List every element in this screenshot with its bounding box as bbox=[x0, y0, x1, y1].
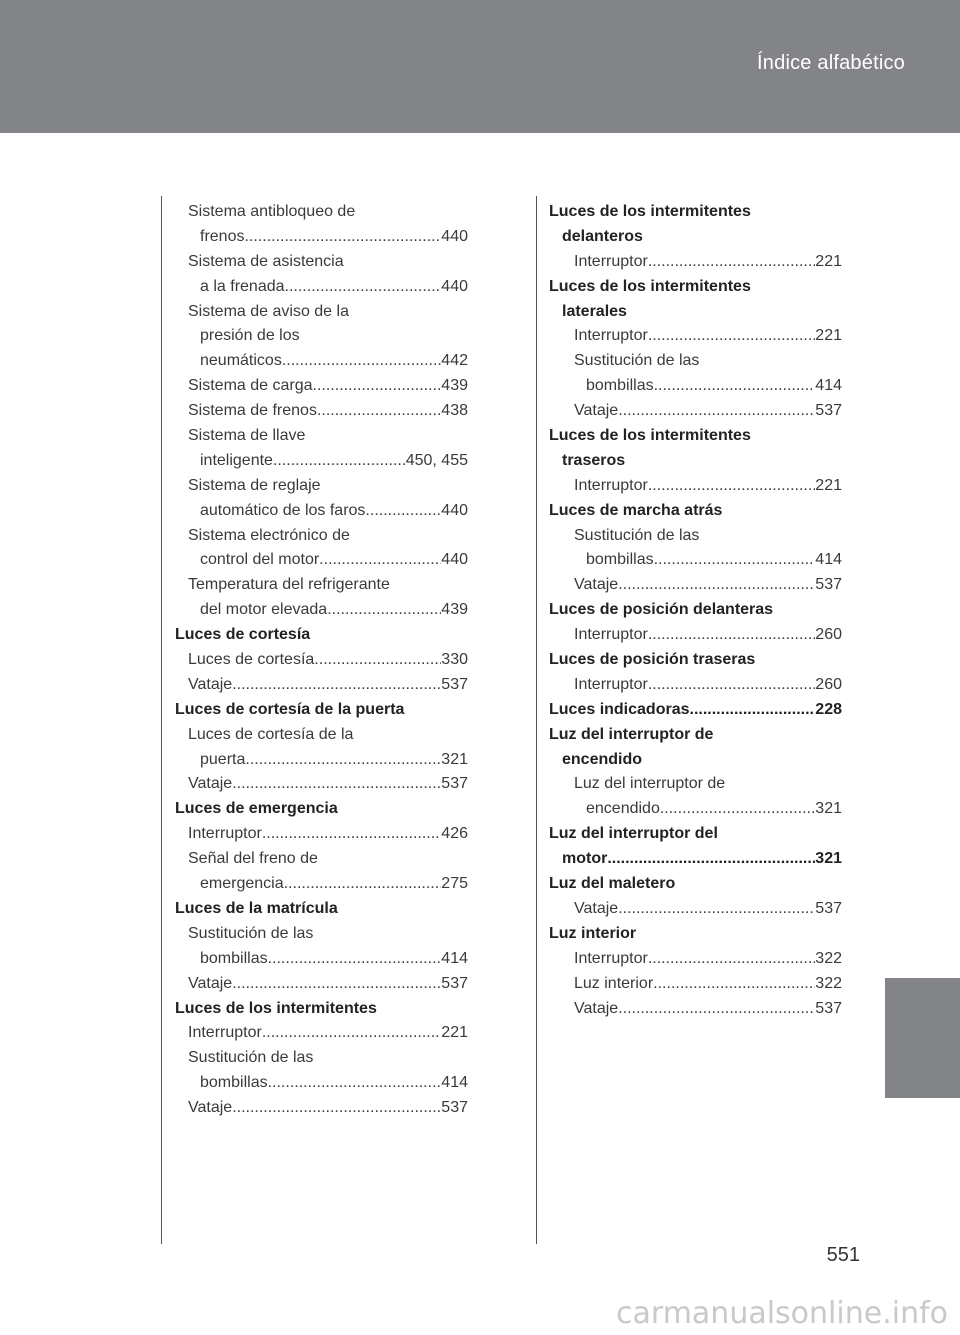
dot-leader bbox=[653, 972, 815, 997]
page-number: 551 bbox=[826, 1244, 860, 1266]
index-entry: Luces de cortesía de la bbox=[188, 725, 354, 743]
entry-text: neumáticos bbox=[200, 352, 282, 370]
dot-leader bbox=[690, 698, 816, 723]
entry-text: emergencia bbox=[200, 875, 284, 893]
entry-text: bombillas bbox=[200, 1074, 268, 1092]
entry-text: del motor elevada bbox=[200, 601, 328, 619]
index-entry bbox=[175, 872, 468, 897]
index-entry: Sistema electrónico de bbox=[188, 526, 350, 544]
column-divider-right bbox=[536, 196, 537, 1244]
watermark: carmanualsonline.info bbox=[616, 1296, 948, 1331]
index-entry bbox=[175, 225, 468, 250]
page-reference: 321 bbox=[441, 750, 468, 768]
entry-text: Vataje bbox=[188, 1099, 233, 1117]
index-entry bbox=[549, 548, 842, 573]
index-entry bbox=[549, 897, 842, 922]
index-entry bbox=[175, 947, 468, 972]
dot-leader bbox=[262, 1021, 441, 1046]
index-heading: traseros bbox=[562, 451, 626, 469]
entry-text: inteligente bbox=[200, 451, 273, 469]
page-reference: 440 bbox=[441, 551, 468, 569]
page-header bbox=[0, 0, 960, 133]
dot-leader bbox=[648, 623, 815, 648]
page-reference: 442 bbox=[441, 352, 468, 370]
index-heading: Luces de cortesía bbox=[175, 626, 311, 644]
index-entry bbox=[549, 324, 842, 349]
entry-text: Interruptor bbox=[574, 675, 648, 693]
page-reference: 439 bbox=[441, 601, 468, 619]
index-entry bbox=[549, 972, 842, 997]
entry-text: Vataje bbox=[188, 974, 233, 992]
page-reference: 537 bbox=[815, 576, 842, 594]
index-entry bbox=[175, 748, 468, 773]
index-entry bbox=[549, 573, 842, 598]
index-entry bbox=[175, 1071, 468, 1096]
index-entry bbox=[175, 822, 468, 847]
index-entry: Sistema de reglaje bbox=[188, 476, 321, 494]
dot-leader bbox=[618, 997, 815, 1022]
page-reference: 440 bbox=[441, 227, 468, 245]
index-heading: Luces de la matrícula bbox=[175, 899, 338, 917]
page-reference: 260 bbox=[815, 675, 842, 693]
index-entry: Sustitución de las bbox=[574, 526, 700, 544]
page-reference: 221 bbox=[815, 476, 842, 494]
index-heading: Luces de emergencia bbox=[175, 800, 338, 818]
entry-text: frenos bbox=[200, 227, 245, 245]
dot-leader bbox=[268, 1071, 442, 1096]
page-reference: 322 bbox=[815, 949, 842, 967]
entry-text: Sistema de carga bbox=[188, 377, 313, 395]
dot-leader bbox=[262, 822, 441, 847]
entry-text: a la frenada bbox=[200, 277, 285, 295]
page-reference: 221 bbox=[441, 1024, 468, 1042]
index-heading: Luz del interruptor de bbox=[549, 725, 714, 743]
index-entry: Sistema antibloqueo de bbox=[188, 203, 356, 220]
index-entry bbox=[549, 673, 842, 698]
dot-leader bbox=[648, 474, 815, 499]
index-column-right bbox=[549, 200, 842, 1021]
page-reference: 440 bbox=[441, 277, 468, 295]
index-entry: Señal del freno de bbox=[188, 850, 318, 868]
dot-leader bbox=[273, 449, 406, 474]
index-entry: Sistema de asistencia bbox=[188, 252, 344, 270]
page-reference: 275 bbox=[441, 875, 468, 893]
dot-leader bbox=[648, 947, 815, 972]
index-heading: Luces de posición traseras bbox=[549, 651, 756, 669]
page-reference: 537 bbox=[441, 974, 468, 992]
index-heading: Luz interior bbox=[549, 924, 637, 942]
index-heading: Luces de posición delanteras bbox=[549, 601, 774, 619]
entry-text: automático de los faros bbox=[200, 501, 366, 519]
entry-text: Interruptor bbox=[574, 626, 648, 644]
page-reference: 537 bbox=[815, 899, 842, 917]
page-reference: 450, 455 bbox=[405, 451, 468, 469]
index-entry: Sistema de aviso de la bbox=[188, 302, 349, 320]
index-entry bbox=[175, 673, 468, 698]
dot-leader bbox=[648, 324, 815, 349]
entry-text: Interruptor bbox=[188, 1024, 262, 1042]
entry-text: Interruptor bbox=[188, 825, 262, 843]
entry-text: Sistema de frenos bbox=[188, 402, 317, 420]
dot-leader bbox=[660, 797, 815, 822]
entry-text: bombillas bbox=[586, 551, 654, 569]
page-reference: 221 bbox=[815, 252, 842, 270]
index-heading: Luz del interruptor del bbox=[549, 825, 718, 843]
dot-leader bbox=[282, 349, 441, 374]
index-entry bbox=[175, 399, 468, 424]
page-reference: 221 bbox=[815, 327, 842, 345]
page-reference: 537 bbox=[441, 675, 468, 693]
index-entry: Sustitución de las bbox=[188, 924, 314, 942]
page-reference: 414 bbox=[441, 1074, 468, 1092]
entry-text: Luces de cortesía bbox=[188, 651, 315, 669]
index-entry bbox=[175, 374, 468, 399]
dot-leader bbox=[618, 573, 815, 598]
index-entry bbox=[175, 648, 468, 673]
entry-text: Luz interior bbox=[574, 974, 654, 992]
index-heading: Luces de marcha atrás bbox=[549, 501, 723, 519]
page-reference: 439 bbox=[441, 377, 468, 395]
page-reference: 228 bbox=[815, 700, 842, 718]
dot-leader bbox=[327, 598, 441, 623]
index-entry bbox=[175, 1021, 468, 1046]
dot-leader bbox=[245, 748, 441, 773]
dot-leader bbox=[319, 548, 441, 573]
index-entry bbox=[549, 997, 842, 1022]
dot-leader bbox=[618, 897, 815, 922]
dot-leader bbox=[314, 648, 441, 673]
index-entry: presión de los bbox=[200, 327, 300, 345]
index-entry bbox=[549, 797, 842, 822]
index-column-left bbox=[175, 200, 468, 1121]
index-heading: delanteros bbox=[562, 227, 643, 245]
entry-text: bombillas bbox=[200, 949, 268, 967]
index-entry bbox=[549, 399, 842, 424]
index-entry bbox=[175, 772, 468, 797]
entry-text: Vataje bbox=[574, 402, 619, 420]
page-reference: 260 bbox=[815, 626, 842, 644]
entry-text: motor bbox=[562, 850, 608, 868]
entry-text: Interruptor bbox=[574, 476, 648, 494]
entry-text: bombillas bbox=[586, 377, 654, 395]
index-entry bbox=[549, 250, 842, 275]
index-entry bbox=[549, 947, 842, 972]
index-entry bbox=[175, 548, 468, 573]
page-reference: 321 bbox=[815, 850, 842, 868]
index-heading: Luces de los intermitentes bbox=[549, 203, 751, 220]
entry-text: Interruptor bbox=[574, 949, 648, 967]
index-heading: Luces de cortesía de la puerta bbox=[175, 700, 405, 718]
chapter-tab bbox=[885, 978, 960, 1098]
dot-leader bbox=[654, 374, 816, 399]
dot-leader bbox=[365, 499, 441, 524]
dot-leader bbox=[317, 399, 441, 424]
index-entry: Sustitución de las bbox=[574, 352, 700, 370]
index-heading: Luces de los intermitentes bbox=[175, 999, 377, 1017]
index-heading bbox=[549, 847, 842, 872]
index-entry: Luz del interruptor de bbox=[574, 775, 726, 793]
index-heading: Luz del maletero bbox=[549, 875, 676, 893]
dot-leader bbox=[284, 872, 442, 897]
page-reference: 414 bbox=[815, 377, 842, 395]
index-entry bbox=[175, 499, 468, 524]
index-heading: laterales bbox=[562, 302, 627, 320]
dot-leader bbox=[244, 225, 441, 250]
dot-leader bbox=[648, 673, 815, 698]
entry-text: Vataje bbox=[574, 576, 619, 594]
index-entry bbox=[175, 598, 468, 623]
dot-leader bbox=[232, 673, 441, 698]
index-entry: Sistema de llave bbox=[188, 427, 306, 445]
entry-text: puerta bbox=[200, 750, 246, 768]
column-divider-left bbox=[161, 196, 162, 1244]
dot-leader bbox=[285, 275, 442, 300]
page-reference: 537 bbox=[441, 775, 468, 793]
section-title: Índice alfabético bbox=[757, 52, 905, 74]
entry-text: Interruptor bbox=[574, 327, 648, 345]
page-reference: 330 bbox=[441, 651, 468, 669]
page-reference: 537 bbox=[815, 999, 842, 1017]
entry-text: Vataje bbox=[574, 999, 619, 1017]
page-reference: 438 bbox=[441, 402, 468, 420]
index-heading: encendido bbox=[562, 750, 643, 768]
dot-leader bbox=[268, 947, 442, 972]
entry-text: Vataje bbox=[188, 775, 233, 793]
page-reference: 537 bbox=[441, 1099, 468, 1117]
entry-text: Interruptor bbox=[574, 252, 648, 270]
index-entry bbox=[175, 275, 468, 300]
index-entry bbox=[175, 972, 468, 997]
index-heading: Luces de los intermitentes bbox=[549, 277, 751, 295]
index-entry bbox=[175, 1096, 468, 1121]
index-entry: Sustitución de las bbox=[188, 1049, 314, 1067]
dot-leader bbox=[232, 772, 441, 797]
index-heading: Luces de los intermitentes bbox=[549, 427, 751, 445]
entry-text: encendido bbox=[586, 800, 660, 818]
entry-text: Luces indicadoras bbox=[549, 700, 690, 718]
dot-leader bbox=[232, 1096, 441, 1121]
page-reference: 322 bbox=[815, 974, 842, 992]
dot-leader bbox=[654, 548, 816, 573]
dot-leader bbox=[313, 374, 442, 399]
dot-leader bbox=[232, 972, 441, 997]
index-entry bbox=[175, 449, 468, 474]
index-entry bbox=[549, 474, 842, 499]
page-reference: 321 bbox=[815, 800, 842, 818]
entry-text: Vataje bbox=[188, 675, 233, 693]
entry-text: Vataje bbox=[574, 899, 619, 917]
index-heading bbox=[549, 698, 842, 723]
dot-leader bbox=[618, 399, 815, 424]
dot-leader bbox=[648, 250, 815, 275]
page-reference: 537 bbox=[815, 402, 842, 420]
index-entry bbox=[549, 374, 842, 399]
entry-text: control del motor bbox=[200, 551, 320, 569]
index-entry bbox=[175, 349, 468, 374]
index-entry: Temperatura del refrigerante bbox=[188, 576, 390, 594]
page-reference: 414 bbox=[815, 551, 842, 569]
dot-leader bbox=[607, 847, 815, 872]
page-reference: 426 bbox=[441, 825, 468, 843]
page-reference: 440 bbox=[441, 501, 468, 519]
page-reference: 414 bbox=[441, 949, 468, 967]
index-entry bbox=[549, 623, 842, 648]
